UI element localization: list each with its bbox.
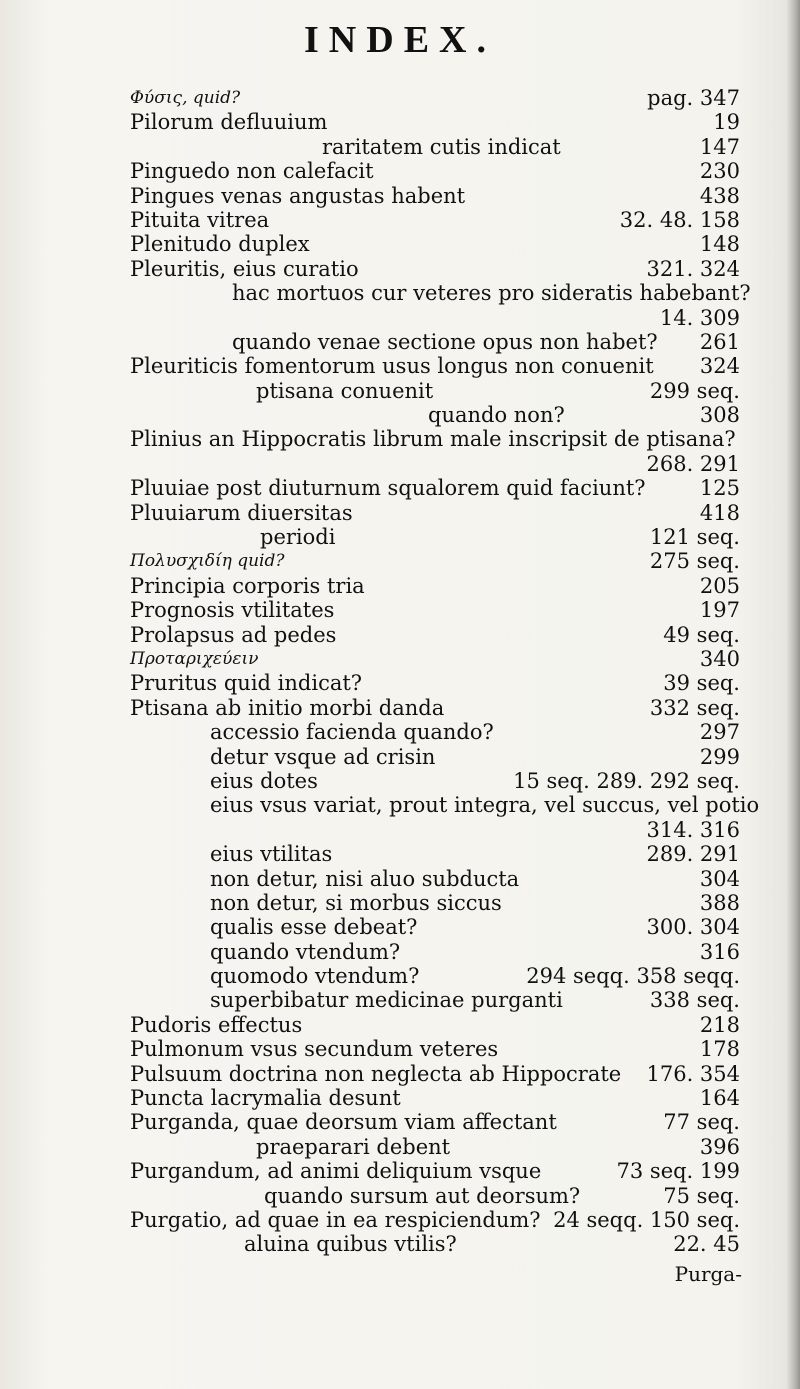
entry-text: qualis esse debeat? [210, 915, 418, 940]
entry-pages: 308 [699, 403, 740, 428]
entry-pages: 332 seq. [649, 695, 740, 720]
entry-text: non detur, nisi aluo subducta [210, 866, 520, 891]
entry-text: Purgatio, ad quae in ea respiciendum? [130, 1207, 541, 1232]
index-entry [0, 1110, 800, 1134]
entry-text: Prognosis vtilitates [130, 598, 335, 623]
index-entry [0, 427, 800, 451]
entry-pages: 324 [699, 354, 740, 379]
entry-text: Pinguedo non calefacit [130, 159, 374, 184]
entry-text: Plinius an Hippocratis librum male inscripsit de ptisana? [130, 427, 736, 452]
entry-text: Pingues venas angustas habent [130, 183, 466, 208]
entry-text: quomodo vtendum? [210, 964, 420, 989]
entry-text: periodi [260, 525, 336, 550]
entry-pages: 261 [699, 329, 740, 354]
index-entry [0, 671, 800, 695]
index-entry [0, 720, 800, 744]
entry-pages: 218 [699, 1012, 740, 1037]
entry-text: aluina quibus vtilis? [244, 1232, 457, 1257]
index-entry [0, 159, 800, 183]
index-entry [0, 842, 800, 866]
entry-text: eius vtilitas [210, 842, 333, 867]
entry-text: non detur, si morbus siccus [210, 890, 502, 915]
entry-pages: 340 [699, 646, 740, 671]
index-entry [0, 1013, 800, 1037]
index-entry [0, 623, 800, 647]
entry-text: superbibatur medicinae purganti [210, 988, 563, 1013]
index-entry [0, 232, 800, 256]
entry-pages: 125 [699, 476, 740, 501]
entry-text: Plenitudo duplex [130, 232, 310, 257]
entry-pages: 24 seqq. 150 seq. [553, 1207, 740, 1232]
entry-pages: 396 [699, 1134, 740, 1159]
entry-text: Πολυσχιδίη quid? [130, 551, 285, 572]
entry-text: Puncta lacrymalia desunt [130, 1086, 401, 1111]
entry-pages: 77 seq. [663, 1110, 740, 1135]
entry-text: Φύσις, quid? [130, 88, 241, 108]
entry-pages: 176. 354 [646, 1061, 740, 1086]
index-entry [0, 257, 800, 281]
index-entry [0, 793, 800, 817]
entry-text: quando vtendum? [210, 939, 401, 964]
entry-text: Purganda, quae deorsum viam affectant [130, 1110, 557, 1135]
index-entry [0, 867, 800, 891]
index-entry [0, 745, 800, 769]
index-entry [0, 915, 800, 939]
entry-text: Pluuiarum diuersitas [130, 500, 353, 525]
index-entry [0, 1086, 800, 1110]
entry-pages: 314. 316 [646, 817, 740, 842]
index-entry [0, 647, 800, 671]
index-entry [0, 1062, 800, 1086]
entry-pages: 15 seq. 289. 292 seq. [513, 768, 740, 793]
entry-text: quando sursum aut deorsum? [264, 1183, 581, 1208]
entry-pages: 178 [699, 1037, 740, 1062]
entry-pages: 418 [699, 500, 740, 525]
index-entry [0, 403, 800, 427]
index-entry [0, 696, 800, 720]
entry-text: Pleuriticis fomentorum usus longus non conuenit [130, 354, 654, 379]
entry-pages: 164 [699, 1086, 740, 1111]
entry-pages: 19 [713, 110, 740, 135]
entry-pages: 438 [699, 183, 740, 208]
index-entry [0, 1135, 800, 1159]
entry-text: Pulmonum vsus secundum veteres [130, 1037, 499, 1062]
entry-text: Pituita vitrea [130, 207, 270, 232]
index-entry [0, 988, 800, 1012]
index-entry [0, 135, 800, 159]
entry-text: hac mortuos cur veteres pro sideratis habebant? [232, 281, 751, 306]
index-entry [0, 379, 800, 403]
entry-text: Pudoris effectus [130, 1012, 303, 1037]
entry-text: praeparari debent [256, 1134, 451, 1159]
entry-text: Pilorum defluuium [130, 110, 328, 135]
index-entry [0, 525, 800, 549]
index-entry [0, 818, 800, 842]
index-entry [0, 501, 800, 525]
entry-text: eius vsus variat, prout integra, vel succus, vel potio [210, 793, 760, 818]
index-entries [0, 86, 800, 1257]
entry-pages: 275 seq. [649, 549, 740, 574]
entry-pages: 321. 324 [646, 256, 740, 281]
entry-text: ptisana conuenit [256, 378, 434, 403]
page-title: INDEX. [304, 19, 496, 61]
index-entry [0, 330, 800, 354]
index-entry [0, 1037, 800, 1061]
entry-pages: 22. 45 [673, 1232, 740, 1257]
entry-text: Pulsuum doctrina non neglecta ab Hippocrate [130, 1061, 622, 1086]
index-entry [0, 574, 800, 598]
entry-text: eius dotes [210, 768, 318, 793]
entry-text: quando venae sectione opus non habet? [232, 329, 658, 354]
entry-pages: 197 [699, 598, 740, 623]
entry-text: Principia corporis tria [130, 573, 365, 598]
entry-pages: 294 seqq. 358 seqq. [526, 964, 740, 989]
entry-text: detur vsque ad crisin [210, 744, 436, 769]
entry-pages: 299 [699, 744, 740, 769]
entry-text: Prolapsus ad pedes [130, 622, 337, 647]
entry-pages: 299 seq. [649, 378, 740, 403]
entry-pages: 32. 48. 158 [619, 207, 740, 232]
entry-pages: 49 seq. [663, 622, 740, 647]
entry-text: Purgandum, ad animi deliquium vsque [130, 1159, 542, 1184]
entry-pages: 268. 291 [646, 451, 740, 476]
entry-pages: 39 seq. [663, 671, 740, 696]
index-entry [0, 86, 800, 110]
index-entry [0, 598, 800, 622]
entry-text: Προταριχεύειν [130, 648, 259, 669]
index-entry [0, 184, 800, 208]
entry-pages: 304 [699, 866, 740, 891]
index-entry [0, 281, 800, 305]
index-entry [0, 208, 800, 232]
index-entry [0, 1184, 800, 1208]
entry-text: quando non? [428, 403, 565, 428]
catchword: Purga- [674, 1262, 742, 1286]
entry-pages: 148 [699, 232, 740, 257]
entry-pages: 289. 291 [646, 842, 740, 867]
index-entry [0, 769, 800, 793]
index-entry [0, 306, 800, 330]
index-entry [0, 549, 800, 573]
entry-pages: 316 [699, 939, 740, 964]
entry-pages: pag. 347 [647, 86, 740, 110]
entry-text: raritatem cutis indicat [322, 134, 561, 159]
index-entry [0, 940, 800, 964]
entry-pages: 297 [699, 720, 740, 745]
index-entry [0, 476, 800, 500]
index-entry [0, 110, 800, 134]
entry-pages: 147 [699, 134, 740, 159]
entry-pages: 338 seq. [649, 988, 740, 1013]
entry-pages: 300. 304 [646, 915, 740, 940]
index-entry [0, 1159, 800, 1183]
entry-pages: 73 seq. 199 [616, 1159, 740, 1184]
index-entry [0, 964, 800, 988]
entry-pages: 75 seq. [663, 1183, 740, 1208]
index-entry [0, 452, 800, 476]
entry-pages: 230 [699, 159, 740, 184]
entry-pages: 121 seq. [649, 525, 740, 550]
index-entry [0, 354, 800, 378]
entry-pages: 205 [699, 573, 740, 598]
entry-text: Pluuiae post diuturnum squalorem quid faciunt? [130, 476, 646, 501]
index-entry [0, 891, 800, 915]
index-entry [0, 1208, 800, 1232]
entry-text: Pruritus quid indicat? [130, 671, 363, 696]
index-entry [0, 1232, 800, 1256]
entry-pages: 14. 309 [659, 305, 740, 330]
entry-text: accessio facienda quando? [210, 720, 494, 745]
entry-text: Pleuritis, eius curatio [130, 256, 359, 281]
entry-text: Ptisana ab initio morbi danda [130, 695, 445, 720]
entry-pages: 388 [699, 890, 740, 915]
